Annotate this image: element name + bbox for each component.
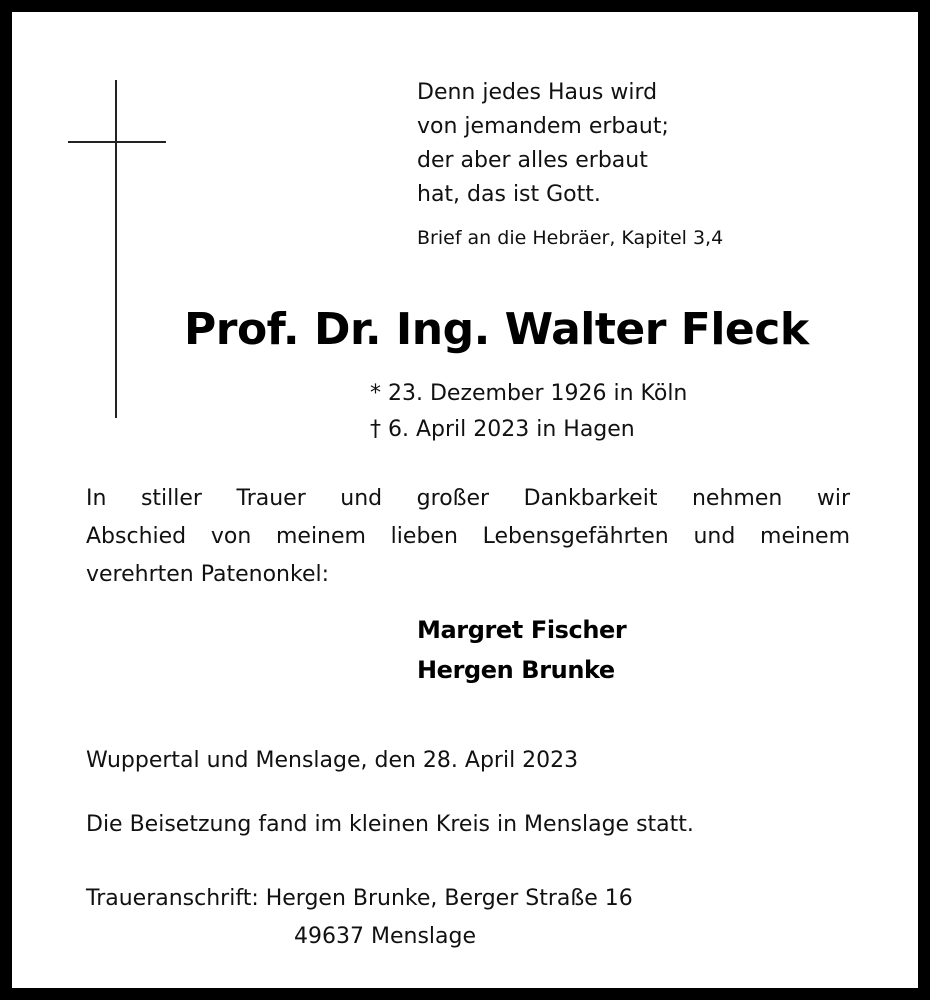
burial-note: Die Beisetzung fand im kleinen Kreis in Menslage statt. bbox=[86, 812, 694, 837]
cross-horizontal-bar bbox=[68, 141, 166, 143]
address-city: 49637 Menslage bbox=[294, 924, 476, 949]
address-line: Traueranschrift: Hergen Brunke, Berger Straße 16 bbox=[86, 886, 633, 911]
mourning-text-line: In stiller Trauer und großer Dankbarkeit nehmen wir bbox=[86, 486, 850, 511]
deceased-name: Prof. Dr. Ing. Walter Fleck bbox=[184, 304, 809, 355]
life-dates bbox=[370, 376, 687, 448]
verse-line: der aber alles erbaut bbox=[417, 148, 648, 173]
mourners-list bbox=[417, 610, 626, 690]
verse-line: von jemandem erbaut; bbox=[417, 114, 669, 139]
verse-line: Denn jedes Haus wird bbox=[417, 80, 658, 105]
cross-vertical-bar bbox=[115, 80, 117, 418]
mourning-text bbox=[86, 480, 850, 594]
birth-date: * 23. Dezember 1926 in Köln bbox=[370, 381, 688, 406]
place-and-date: Wuppertal und Menslage, den 28. April 2023 bbox=[86, 748, 579, 773]
mourning-text-line: verehrten Patenonkel: bbox=[86, 562, 330, 587]
mourning-text-line: Abschied von meinem lieben Lebensgefährten und meinem bbox=[86, 524, 850, 549]
mourner-name: Hergen Brunke bbox=[417, 656, 615, 684]
verse-line: hat, das ist Gott. bbox=[417, 182, 601, 207]
verse-reference: Brief an die Hebräer, Kapitel 3,4 bbox=[417, 227, 724, 249]
bible-verse bbox=[417, 76, 669, 212]
mourner-name: Margret Fischer bbox=[417, 616, 627, 644]
death-date: † 6. April 2023 in Hagen bbox=[370, 417, 635, 442]
mourning-address bbox=[86, 880, 633, 956]
